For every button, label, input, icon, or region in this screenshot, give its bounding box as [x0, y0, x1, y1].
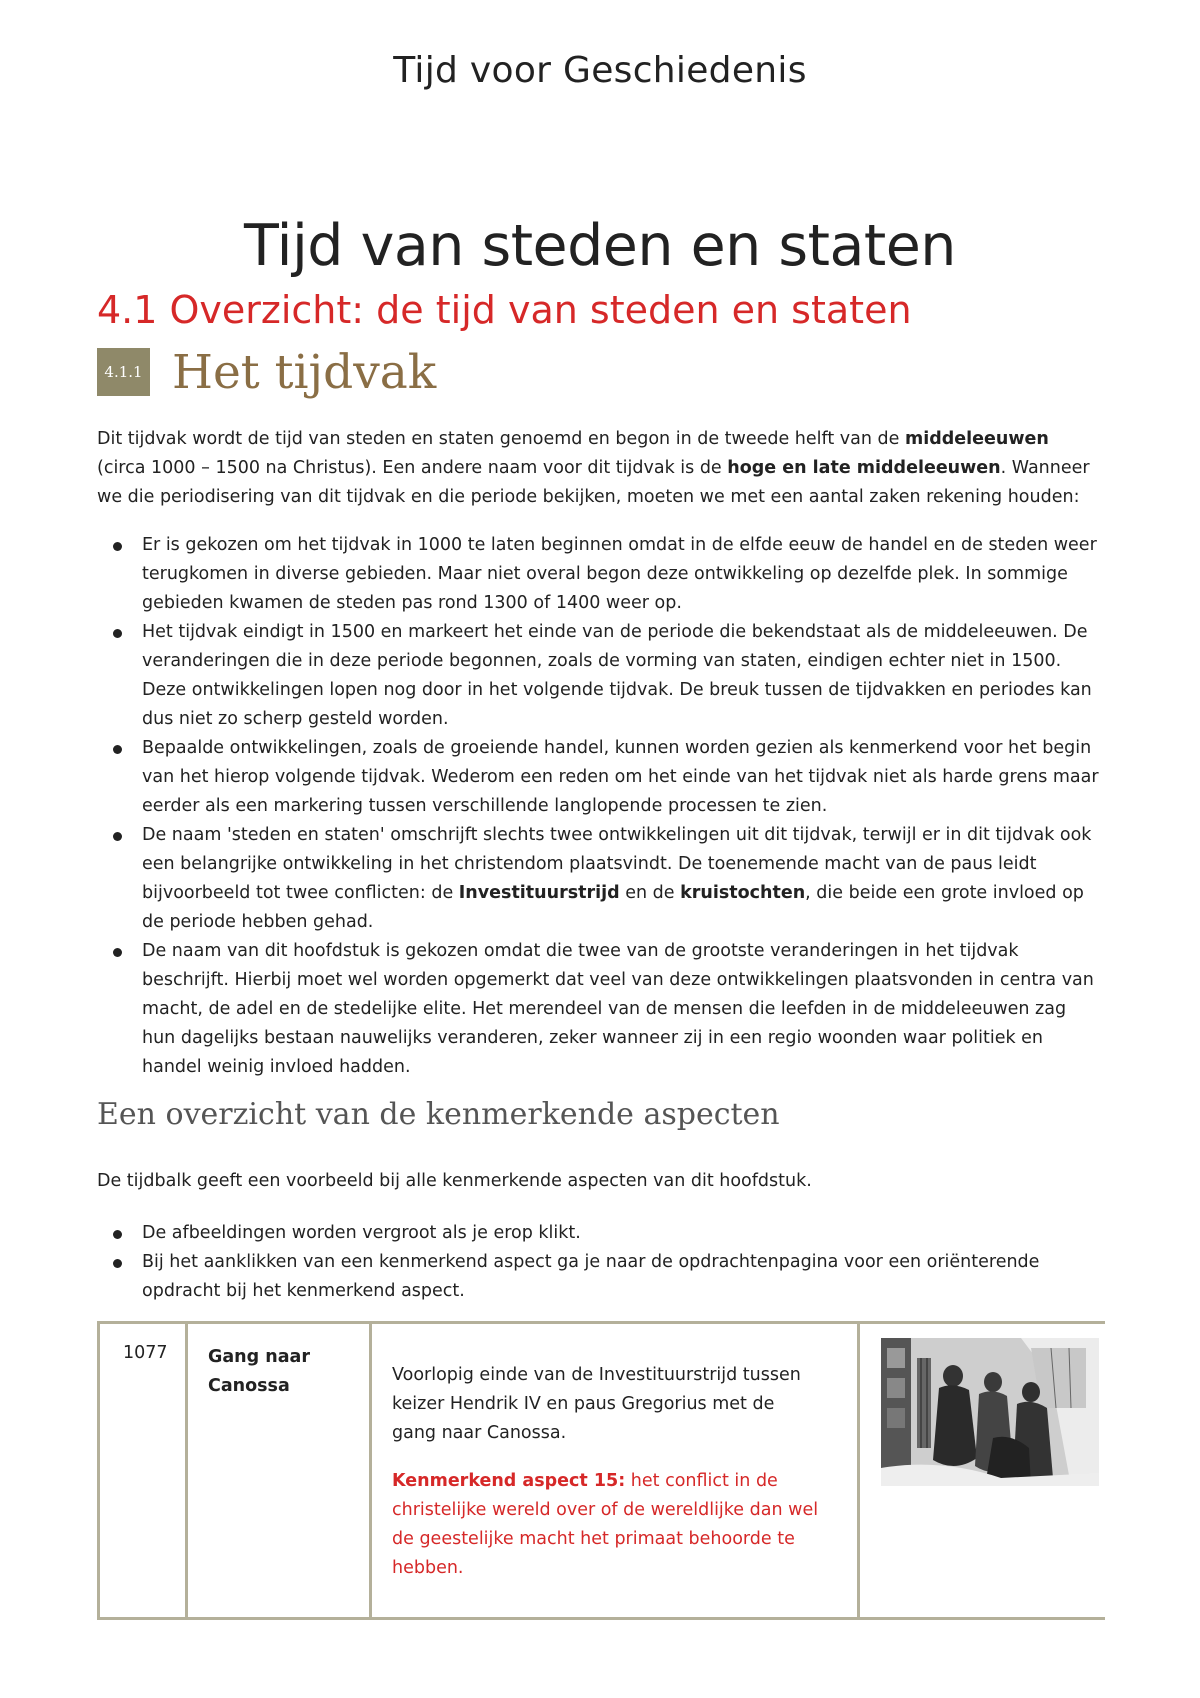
section-number-badge: 4.1.1	[97, 348, 150, 396]
list-item	[97, 618, 1102, 734]
list-item	[97, 531, 1102, 618]
chapter-title: Tijd van steden en staten	[244, 213, 956, 279]
bullet-icon	[113, 542, 122, 551]
aspect-text: het conflict in de christelijke wereld over of de wereldlijke dan wel de geestelijke macht het primaat behoorde te hebben.	[392, 1471, 819, 1578]
list-item-text: Er is gekozen om het tijdvak in 1000 te laten beginnen omdat in de elfde eeuw de handel en de steden weer terugkomen in diverse gebieden. Maar niet overal begon deze ontwikkeling op dezelfde plek. In sommige gebieden kwamen de steden pas rond 1300 of 1400 weer op.	[142, 535, 1097, 613]
engraving-image-icon[interactable]	[881, 1338, 1099, 1486]
overview-intro: De tijdbalk geeft een voorbeeld bij alle kenmerkende aspecten van dit hoofdstuk.	[97, 1171, 812, 1191]
subsection-title: Het tijdvak	[172, 344, 437, 400]
keyword-kruistochten[interactable]: kruistochten	[680, 883, 806, 903]
list-item-text: , die beide een grote invloed op de periode hebben gehad.	[142, 883, 1084, 932]
bullet-icon	[113, 948, 122, 957]
timeline-title-cell	[185, 1324, 369, 1617]
timeline-event-title: Gang naar Canossa	[208, 1347, 310, 1396]
timeline-image-cell	[857, 1324, 1105, 1617]
list-item	[97, 821, 1102, 937]
timeline-description-cell	[369, 1324, 857, 1617]
list-item-text: Bepaalde ontwikkelingen, zoals de groeiende handel, kunnen worden gezien als kenmerkend voor het begin van het hierop volgende tijdvak. Wederom een reden om het einde van het tijdvak niet als harde grens maar eerder als een markering tussen verschillende langlopende processen te zien.	[142, 738, 1099, 816]
list-item-text: De naam van dit hoofdstuk is gekozen omdat die twee van de grootste veranderingen in het tijdvak beschrijft. Hierbij moet wel worden opgemerkt dat veel van deze ontwikkelingen plaatsvonden in centra van macht, de adel en de stedelijke elite. Het merendeel van de mensen die leefden in de middeleeuwen zag hun dagelijks bestaan nauwelijks veranderen, zeker wanneer zij in een regio woonden waar politiek en handel weinig invloed hadden.	[142, 941, 1094, 1077]
bullet-icon	[113, 832, 122, 841]
list-item-text: Het tijdvak eindigt in 1500 en markeert het einde van de periode die bekendstaat als de middeleeuwen. De veranderingen die in deze periode begonnen, zoals de vorming van staten, eindigen echter niet in 1500. Deze ontwikkelingen lopen nog door in het volgende tijdvak. De breuk tussen de tijdvakken en periodes kan dus niet zo scherp gesteld worden.	[142, 622, 1092, 729]
timeline-year-cell	[97, 1324, 185, 1617]
bullet-icon	[113, 1259, 122, 1268]
list-item	[97, 1219, 1102, 1248]
list-item-text: De afbeeldingen worden vergroot als je erop klikt.	[142, 1223, 581, 1243]
section-title: 4.1 Overzicht: de tijd van steden en staten	[97, 288, 912, 332]
site-title: Tijd voor Geschiedenis	[393, 50, 807, 91]
bullet-icon	[113, 745, 122, 754]
list-item-text: De naam 'steden en staten' omschrijft slechts twee ontwikkelingen uit dit tijdvak, terwijl er in dit tijdvak ook een belangrijke ontwikkeling in het christendom plaatsvindt. De toenemende macht van de paus leidt bijvoorbeeld tot twee conflicten: de	[142, 825, 1092, 903]
timeline-table	[97, 1321, 1105, 1620]
kenmerkend-aspect-link[interactable]	[392, 1467, 822, 1583]
list-item-text: en de	[619, 883, 681, 903]
intro-text-3: . Wanneer we die periodisering van dit tijdvak en die periode bekijken, moeten we met een aantal zaken rekening houden:	[97, 458, 1090, 507]
aspect-label: Kenmerkend aspect 15:	[392, 1471, 626, 1491]
overview-list	[97, 1219, 1102, 1306]
bullet-icon	[113, 1230, 122, 1239]
list-item	[97, 937, 1102, 1082]
intro-text-2: (circa 1000 – 1500 na Christus). Een andere naam voor dit tijdvak is de	[97, 458, 728, 478]
list-item-text: Bij het aanklikken van een kenmerkend aspect ga je naar de opdrachtenpagina voor een oriënterende opdracht bij het kenmerkend aspect.	[142, 1252, 1040, 1301]
bullet-icon	[113, 629, 122, 638]
intro-paragraph	[97, 425, 1102, 512]
timeline-description: Voorlopig einde van de Investituurstrijd tussen keizer Hendrik IV en paus Gregorius met de gang naar Canossa.	[392, 1365, 801, 1443]
subsection-heading	[97, 344, 437, 400]
list-item	[97, 1248, 1102, 1306]
keyword-investituurstrijd[interactable]: Investituurstrijd	[458, 883, 620, 903]
intro-text-1: Dit tijdvak wordt de tijd van steden en staten genoemd en begon in de tweede helft van de	[97, 429, 905, 449]
timeline-year: 1077	[123, 1343, 168, 1363]
considerations-list	[97, 531, 1102, 1082]
overview-heading: Een overzicht van de kenmerkende aspecten	[97, 1097, 780, 1132]
keyword-middeleeuwen[interactable]: middeleeuwen	[904, 429, 1049, 449]
list-item	[97, 734, 1102, 821]
keyword-hoge-late-middeleeuwen[interactable]: hoge en late middeleeuwen	[727, 458, 1001, 478]
